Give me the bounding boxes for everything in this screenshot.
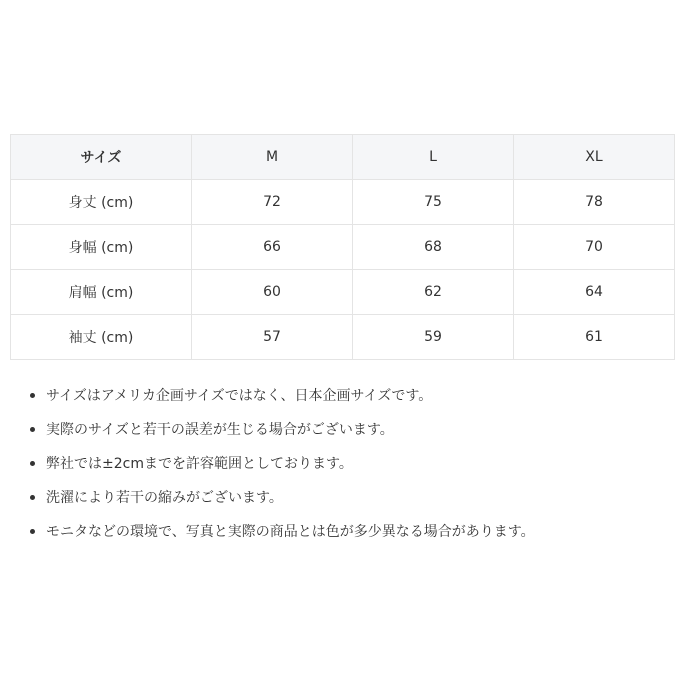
list-item <box>28 520 668 554</box>
table-row <box>11 270 675 315</box>
table-row <box>11 315 675 360</box>
cell-value: 59 <box>353 315 514 360</box>
bullet-icon <box>30 393 35 398</box>
note-text: サイズはアメリカ企画サイズではなく、日本企画サイズです。 <box>46 388 433 404</box>
cell-value: 64 <box>514 270 675 315</box>
header-size-xl: XL <box>514 135 675 180</box>
cell-value: 70 <box>514 225 675 270</box>
list-item <box>28 486 668 520</box>
cell-value: 66 <box>192 225 353 270</box>
note-text: 洗濯により若干の縮みがございます。 <box>46 490 283 506</box>
cell-value: 60 <box>192 270 353 315</box>
cell-value: 78 <box>514 180 675 225</box>
table-row <box>11 225 675 270</box>
note-text: 弊社では±2cmまでを許容範囲としております。 <box>46 456 353 472</box>
list-item <box>28 452 668 486</box>
row-label: 身丈 (cm) <box>11 180 192 225</box>
list-item <box>28 384 668 418</box>
note-text: 実際のサイズと若干の誤差が生じる場合がございます。 <box>46 422 394 438</box>
cell-value: 57 <box>192 315 353 360</box>
cell-value: 72 <box>192 180 353 225</box>
list-item <box>28 418 668 452</box>
header-size-l: L <box>353 135 514 180</box>
header-size-label: サイズ <box>11 135 192 180</box>
notes-list <box>28 384 668 554</box>
table-header-row <box>11 135 675 180</box>
cell-value: 75 <box>353 180 514 225</box>
cell-value: 62 <box>353 270 514 315</box>
cell-value: 68 <box>353 225 514 270</box>
row-label: 肩幅 (cm) <box>11 270 192 315</box>
row-label: 身幅 (cm) <box>11 225 192 270</box>
bullet-icon <box>30 529 35 534</box>
row-label: 袖丈 (cm) <box>11 315 192 360</box>
header-size-m: M <box>192 135 353 180</box>
bullet-icon <box>30 427 35 432</box>
table-row <box>11 180 675 225</box>
cell-value: 61 <box>514 315 675 360</box>
note-text: モニタなどの環境で、写真と実際の商品とは色が多少異なる場合があります。 <box>46 524 535 540</box>
bullet-icon <box>30 495 35 500</box>
size-chart-table <box>10 134 675 360</box>
bullet-icon <box>30 461 35 466</box>
